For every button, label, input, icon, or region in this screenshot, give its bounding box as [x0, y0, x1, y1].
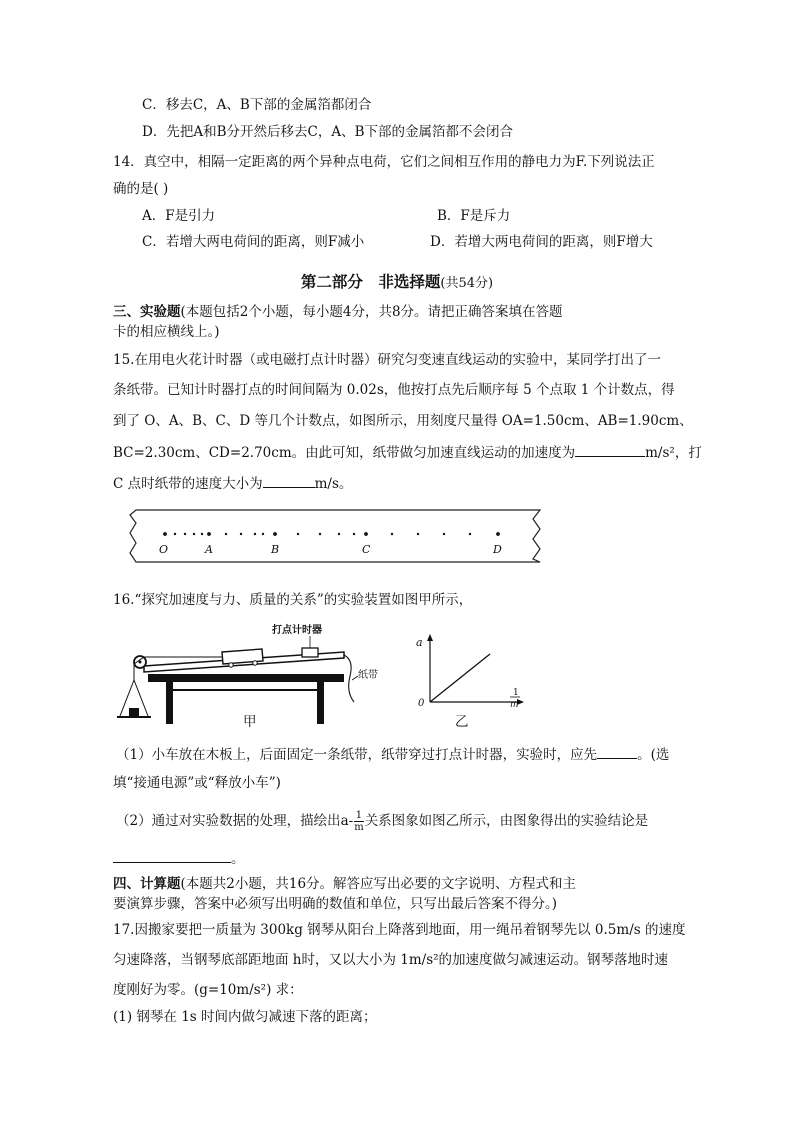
q14-stem-line2: 确的是( ) — [113, 181, 169, 197]
q16-part2-end: 。 — [231, 851, 245, 867]
part2-title-text: 第二部分 非选择题 — [300, 272, 441, 291]
q14-option-a: A．F是引力 — [142, 208, 216, 224]
q16-part2-line — [116, 808, 648, 834]
tape-dot-a — [207, 532, 211, 536]
fraction-numerator: 1 — [355, 810, 363, 821]
table-leg — [317, 682, 324, 724]
cart-wheel — [253, 661, 257, 665]
paper-tape-strip — [344, 655, 354, 702]
tape-dot-c — [364, 532, 368, 536]
graph-yi-figure — [410, 632, 530, 712]
q16-part1-text: （1）小车放在木板上，后面固定一条纸带，纸带穿过打点计时器，实验时，应先 — [116, 747, 598, 763]
q16-part1-tail: 。(选 — [637, 747, 670, 763]
section4-desc-line2: 要演算步骤，答案中必须写出明确的数值和单位，只写出最后答案不得分。) — [113, 896, 558, 912]
figure-jia-caption: 甲 — [243, 714, 257, 730]
table-leg — [166, 682, 173, 724]
tape-dot-b — [273, 532, 277, 536]
tape-strip-label: 纸带 — [358, 670, 378, 681]
tape-dot — [338, 533, 340, 535]
part1-answer-blank[interactable] — [597, 744, 637, 759]
q13-option-d: D．先把A和B分开然后移去C，A、B下部的金属箔都不会闭合 — [142, 124, 513, 140]
tape-label-b: B — [271, 543, 280, 556]
tape-dot — [240, 533, 242, 535]
q17-line3: 度刚好为零。(g=10m/s²) 求： — [113, 982, 303, 998]
section3-heading: 三、实验题 — [113, 304, 181, 320]
q15-line4 — [113, 442, 702, 463]
section4-desc-line1: (本题共2小题，共16分。解答应写出必要的文字说明、方程式和主 — [180, 876, 577, 892]
q15-line5 — [113, 473, 352, 494]
q15-line2: 条纸带。已知计时器打点的时间间隔为 0.02s，他按打点先后顺序每 5 个点取 1 个计数点，得 — [113, 382, 675, 398]
tape-dots — [163, 532, 500, 536]
q15-line3: 到了 O、A、B、C、D 等几个计数点，如图所示，用刻度尺量得 OA=1.50cm、AB=1.90cm、 — [113, 413, 693, 429]
q14-option-c: C．若增大两电荷间的距离，则F减小 — [142, 234, 365, 250]
section4-line1 — [113, 874, 576, 894]
conclusion-answer-blank[interactable] — [113, 848, 231, 863]
tape-dot — [469, 533, 471, 535]
y-axis-label: a — [416, 636, 423, 649]
timer-label: 打点计时器 — [272, 625, 322, 636]
acceleration-answer-blank[interactable] — [575, 442, 645, 457]
q17-line4: (1) 钢琴在 1s 时间内做匀减速下落的距离； — [113, 1009, 377, 1025]
q13-option-c: C．移去C，A、B下部的金属箔都闭合 — [142, 97, 372, 113]
q15-line5-unit: m/s。 — [314, 476, 353, 492]
tape-dot — [201, 533, 203, 535]
tape-dot — [193, 533, 195, 535]
tape-dot — [254, 533, 256, 535]
part2-score: (共54分) — [440, 276, 494, 291]
table-top — [148, 674, 344, 682]
tape-dot — [174, 533, 176, 535]
tape-label-o: O — [159, 543, 169, 556]
proportional-line — [430, 654, 490, 702]
q15-line4-unit: m/s²，打 — [645, 445, 702, 461]
q16-part2-answer-line — [113, 848, 245, 869]
part2-title — [0, 270, 794, 292]
tape-dot — [225, 533, 227, 535]
ticker-timer — [302, 648, 318, 657]
origin-label: 0 — [418, 698, 425, 709]
x-axis-label-den: m — [510, 700, 519, 710]
tape-outline — [130, 510, 540, 562]
tape-label-d: D — [493, 543, 502, 556]
y-axis-arrow — [427, 634, 433, 641]
q17-line2: 匀速降落，当钢琴底部距地面 h时，又以大小为 1m/s²的加速度做匀减速运动。钢琴落地时速 — [113, 952, 669, 968]
tape-dot — [262, 533, 264, 535]
q17-line1: 17.因搬家要把一质量为 300kg 钢琴从阳台上降落到地面，用一绳吊着钢琴先以 0.5m/s 的速度 — [113, 922, 686, 938]
section3-line1 — [113, 302, 563, 322]
tape-dot — [184, 533, 186, 535]
inverse-mass-fraction — [354, 810, 363, 833]
cart-wheel — [229, 663, 233, 667]
q15-line5-text: C 点时纸带的速度大小为 — [113, 476, 263, 492]
weight-block — [129, 708, 139, 717]
tape-dot — [391, 533, 393, 535]
tape-dot — [353, 533, 355, 535]
q16-stem: 16.“探究加速度与力、质量的关系”的实验装置如图甲所示， — [113, 592, 473, 608]
tape-label-c: C — [362, 543, 371, 556]
tape-dot — [417, 533, 419, 535]
fraction-denominator: m — [354, 822, 364, 833]
q14-option-b: B．F是斥力 — [437, 208, 511, 224]
tape-dot-o — [163, 532, 167, 536]
tape-dot-d — [496, 532, 500, 536]
q14-option-d: D．若增大两电荷间的距离，则F增大 — [430, 234, 653, 250]
q16-part2-text: （2）通过对实验数据的处理，描绘出a- — [116, 813, 354, 829]
figure-yi-caption: 乙 — [455, 714, 469, 730]
section4-heading: 四、计算题 — [113, 876, 181, 892]
tape-dot — [319, 533, 321, 535]
section3-desc-line1: (本题包括2个小题，每小题4分，共8分。请把正确答案填在答题 — [180, 304, 563, 320]
paper-tape-figure — [128, 505, 548, 567]
q16-part1-line2: 填“接通电源”或“释放小车”) — [113, 775, 281, 791]
q14-stem-line1: 14．真空中，相隔一定距离的两个异种点电荷，它们之间相互作用的静电力为F.下列说法正 — [113, 154, 655, 170]
tape-label-a: A — [205, 543, 213, 556]
section3-desc-line2: 卡的相应横线上。) — [113, 324, 220, 340]
q16-part2-tail: 关系图象如图乙所示，由图象得出的实验结论是 — [364, 813, 649, 829]
q15-line1: 15.在用电火花计时器（或电磁打点计时器）研究匀变速直线运动的实验中，某同学打出了一 — [113, 352, 661, 368]
velocity-answer-blank[interactable] — [263, 473, 315, 488]
q16-part1-line1 — [116, 744, 669, 765]
q15-line4-text: BC=2.30cm、CD=2.70cm。由此可知，纸带做匀加速直线运动的加速度为 — [113, 445, 576, 461]
tape-dot — [443, 533, 445, 535]
x-axis-label-num: 1 — [513, 688, 519, 698]
tape-dot — [297, 533, 299, 535]
